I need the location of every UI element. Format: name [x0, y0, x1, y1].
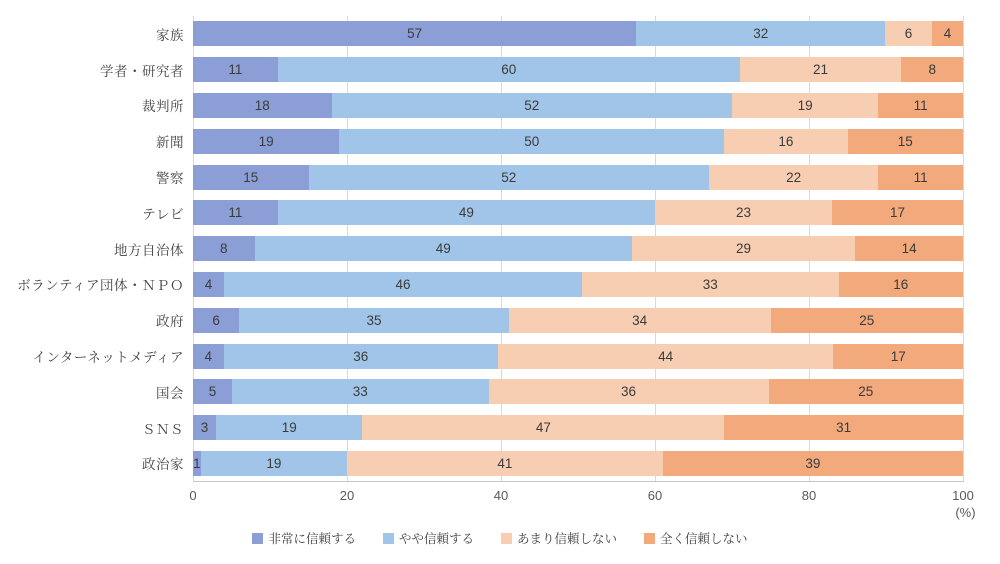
bar-segment — [724, 415, 963, 440]
value-label: 57 — [407, 26, 423, 42]
legend-swatch-icon — [501, 533, 512, 544]
chart-row — [0, 338, 1000, 374]
category-label: 警察 — [156, 171, 184, 187]
value-label: 3 — [200, 420, 209, 436]
bar-segment — [901, 57, 963, 82]
value-label: 14 — [901, 241, 917, 257]
category-label: テレビ — [142, 206, 184, 222]
x-tick-label: 20 — [339, 488, 355, 503]
bar-segment — [232, 379, 489, 404]
bar-segment — [201, 451, 347, 476]
bar-segment — [193, 93, 332, 118]
category-label: ボランティア団体・ＮＰＯ — [17, 278, 184, 294]
category-label: 家族 — [156, 27, 184, 43]
bar-track — [193, 200, 963, 225]
bar-segment — [362, 415, 724, 440]
bar-segment — [489, 379, 769, 404]
bar-segment — [216, 415, 362, 440]
bar-segment — [193, 236, 255, 261]
bar-segment — [193, 415, 216, 440]
value-label: 8 — [220, 241, 228, 257]
value-label: 60 — [501, 62, 517, 78]
bar-segment — [839, 272, 963, 297]
chart-row — [0, 123, 1000, 159]
chart-row — [0, 410, 1000, 446]
value-label: 33 — [702, 276, 718, 292]
value-label: 39 — [805, 455, 821, 471]
category-label: 政府 — [156, 314, 184, 330]
category-label: 地方自治体 — [114, 242, 184, 258]
bar-segment — [832, 200, 963, 225]
bar-segment — [878, 93, 963, 118]
bar-segment — [193, 451, 201, 476]
bar-segment — [239, 308, 509, 333]
x-tick-label: 100 — [952, 488, 974, 503]
bar-segment — [339, 129, 724, 154]
bar-segment — [709, 165, 878, 190]
legend-item — [501, 529, 617, 547]
bar-segment — [724, 129, 847, 154]
legend-item — [252, 529, 356, 547]
value-label: 16 — [778, 133, 794, 149]
chart-row — [0, 374, 1000, 410]
value-label: 19 — [797, 97, 813, 113]
bar-segment — [224, 344, 498, 369]
value-label: 11 — [228, 205, 243, 221]
x-tick-label: 60 — [647, 488, 663, 503]
value-label: 35 — [366, 312, 382, 328]
value-label: 44 — [658, 348, 674, 364]
bar-segment — [278, 200, 655, 225]
bar-track — [193, 308, 963, 333]
value-label: 16 — [893, 276, 909, 292]
value-label: 32 — [753, 26, 769, 42]
bar-track — [193, 272, 963, 297]
value-label: 36 — [621, 384, 637, 400]
category-label: 学者・研究者 — [100, 63, 184, 79]
category-label: ＳＮＳ — [142, 421, 184, 437]
value-label: 19 — [281, 420, 297, 436]
category-label: 政治家 — [142, 457, 184, 473]
bar-segment — [193, 165, 309, 190]
value-label: 19 — [266, 455, 282, 471]
bar-segment — [932, 21, 963, 46]
value-label: 5 — [208, 384, 217, 400]
bar-segment — [885, 21, 932, 46]
legend-swatch-icon — [252, 533, 263, 544]
value-label: 25 — [859, 312, 875, 328]
bar-segment — [855, 236, 963, 261]
value-label: 11 — [913, 97, 928, 113]
value-label: 15 — [243, 169, 259, 185]
chart-row — [0, 231, 1000, 267]
value-label: 23 — [736, 205, 752, 221]
bar-segment — [655, 200, 832, 225]
category-label: 裁判所 — [142, 99, 184, 115]
bar-segment — [193, 344, 224, 369]
category-label: 新聞 — [156, 135, 184, 151]
bar-segment — [193, 379, 232, 404]
bar-segment — [193, 272, 224, 297]
legend-swatch-icon — [644, 533, 655, 544]
bar-segment — [193, 308, 239, 333]
value-label: 15 — [897, 133, 913, 149]
bar-track — [193, 379, 963, 404]
value-label: 29 — [736, 241, 752, 257]
bar-track — [193, 93, 963, 118]
value-label: 1 — [193, 455, 201, 471]
bar-segment — [632, 236, 855, 261]
bar-segment — [833, 344, 963, 369]
bar-segment — [255, 236, 632, 261]
value-label: 33 — [352, 384, 368, 400]
bar-segment — [193, 200, 278, 225]
chart-row — [0, 88, 1000, 124]
bar-segment — [278, 57, 740, 82]
value-label: 21 — [813, 62, 829, 78]
chart-rows — [0, 16, 1000, 481]
value-label: 8 — [928, 62, 936, 78]
value-label: 4 — [204, 348, 212, 364]
value-label: 46 — [395, 276, 411, 292]
value-label: 4 — [204, 276, 213, 292]
bar-segment — [193, 129, 339, 154]
bar-segment — [309, 165, 709, 190]
value-label: 17 — [890, 205, 906, 221]
chart-row — [0, 267, 1000, 303]
x-tick-label: 80 — [801, 488, 817, 503]
bar-segment — [848, 129, 964, 154]
bar-segment — [663, 451, 963, 476]
value-label: 49 — [458, 205, 474, 221]
chart-row — [0, 302, 1000, 338]
legend-label: 非常に信頼する — [268, 532, 356, 546]
x-tick-label: 40 — [493, 488, 509, 503]
value-label: 25 — [858, 384, 874, 400]
bar-segment — [732, 93, 878, 118]
value-label: 17 — [890, 348, 906, 364]
legend-item — [644, 529, 748, 547]
value-label: 52 — [501, 169, 517, 185]
category-label: 国会 — [156, 385, 184, 401]
value-label: 36 — [353, 348, 369, 364]
bar-track — [193, 451, 963, 476]
value-label: 41 — [497, 455, 513, 471]
value-label: 31 — [836, 420, 852, 436]
chart-row — [0, 195, 1000, 231]
bar-track — [193, 236, 963, 261]
bar-segment — [498, 344, 833, 369]
x-axis-unit-label: (%) — [955, 505, 976, 520]
bar-segment — [582, 272, 839, 297]
value-label: 6 — [212, 312, 220, 328]
legend — [0, 529, 1000, 547]
chart-row — [0, 16, 1000, 52]
legend-item — [383, 529, 474, 547]
bar-segment — [332, 93, 732, 118]
bar-track — [193, 165, 963, 190]
legend-label: 全く信頼しない — [660, 532, 748, 546]
bar-segment — [193, 21, 636, 46]
bar-segment — [193, 57, 278, 82]
bar-track — [193, 344, 963, 369]
bar-segment — [224, 272, 582, 297]
bar-segment — [740, 57, 902, 82]
value-label: 49 — [435, 241, 451, 257]
bar-track — [193, 129, 963, 154]
value-label: 47 — [535, 420, 551, 436]
value-label: 6 — [904, 26, 913, 42]
bar-segment — [769, 379, 963, 404]
value-label: 22 — [786, 169, 802, 185]
legend-swatch-icon — [383, 533, 394, 544]
chart-row — [0, 446, 1000, 482]
chart-row — [0, 159, 1000, 195]
bar-segment — [636, 21, 885, 46]
legend-label: あまり信頼しない — [517, 532, 618, 546]
bar-segment — [771, 308, 964, 333]
value-label: 19 — [258, 133, 274, 149]
bar-track — [193, 21, 963, 46]
value-label: 4 — [943, 26, 952, 42]
category-label: インターネットメディア — [32, 350, 184, 366]
legend-label: やや信頼する — [398, 532, 474, 546]
value-label: 18 — [254, 97, 270, 113]
bar-segment — [878, 165, 963, 190]
value-label: 11 — [913, 169, 928, 185]
bar-track — [193, 57, 963, 82]
chart-row — [0, 52, 1000, 88]
value-label: 50 — [524, 133, 540, 149]
x-tick-label: 0 — [189, 488, 197, 503]
bar-track — [193, 415, 963, 440]
value-label: 34 — [632, 312, 648, 328]
bar-segment — [509, 308, 771, 333]
bar-segment — [347, 451, 663, 476]
x-axis — [189, 488, 976, 528]
value-label: 11 — [228, 62, 243, 78]
value-label: 52 — [524, 97, 540, 113]
